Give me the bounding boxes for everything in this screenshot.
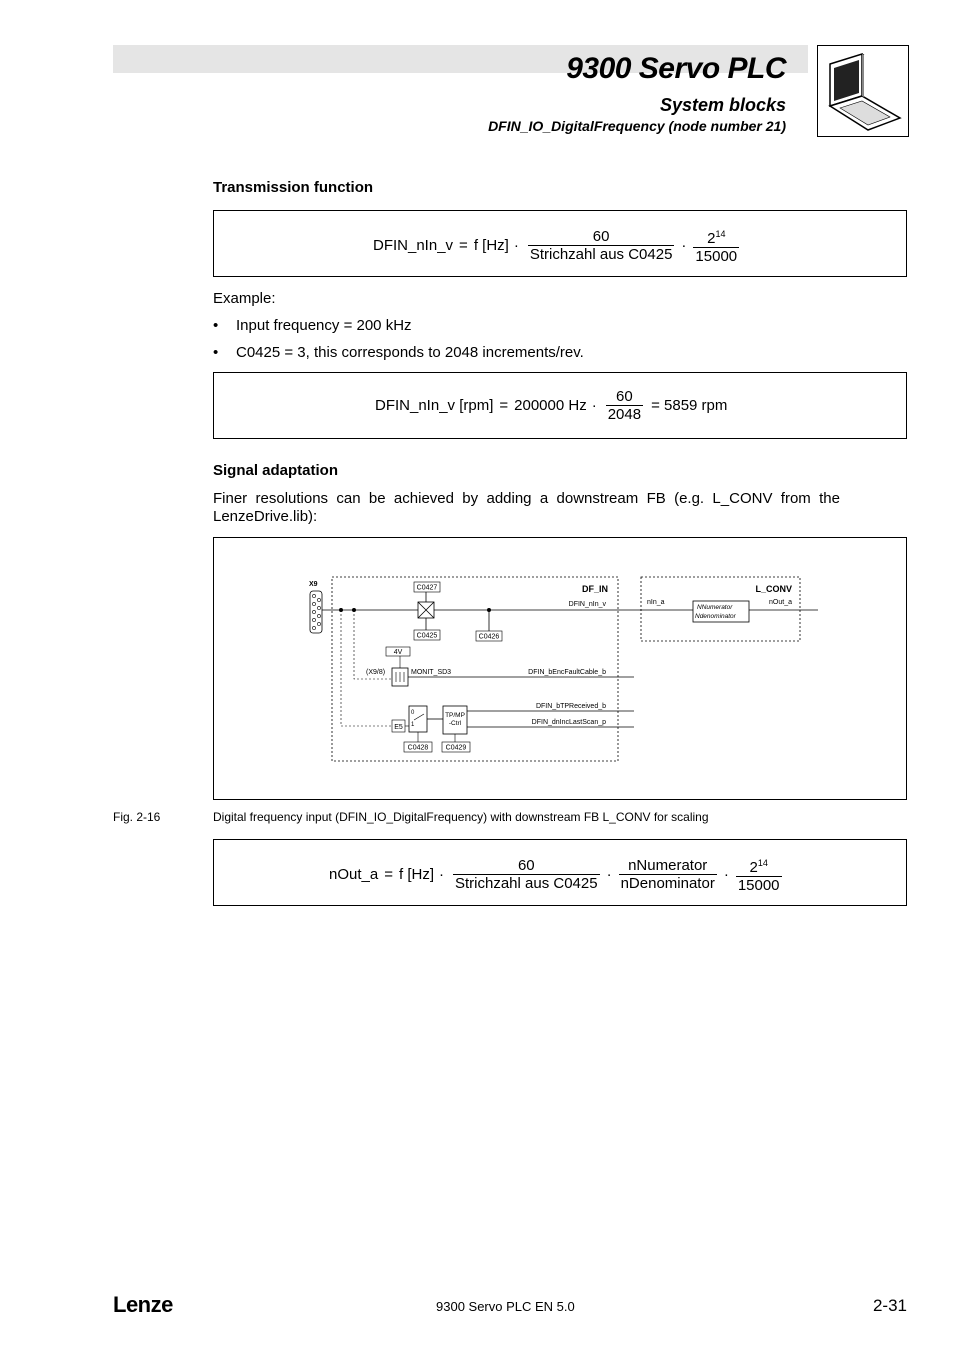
output-fault-label: DFIN_bEncFaultCable_b — [528, 669, 606, 676]
tpmp-label-2: -Ctrl — [448, 720, 462, 727]
formula-1-fraction-1 — [528, 228, 675, 263]
x9-label: X9 — [309, 581, 318, 588]
figure-caption: Digital frequency input (DFIN_IO_DigitalFrequency) with downstream FB L_CONV for scaling — [213, 810, 709, 824]
formula-1-dot: · — [513, 237, 519, 254]
formula-1-eq: = — [459, 237, 468, 254]
laptop-icon — [817, 45, 909, 137]
formula-3-fraction-1 — [453, 857, 600, 892]
switch-one-label: 1 — [411, 722, 415, 728]
formula-3-dot-3: · — [723, 866, 729, 883]
formula-2-fraction — [606, 388, 643, 423]
formula-3-lhs: nOut_a — [329, 866, 379, 883]
power-base: 2 — [707, 230, 716, 247]
output-tp-label: DFIN_bTPReceived_b — [535, 703, 606, 710]
formula-box-2 — [213, 372, 907, 439]
lconv-denominator-label: Ndenominator — [695, 613, 736, 620]
fraction-numerator: 60 — [517, 857, 535, 874]
fraction-denominator: nDenominator — [620, 875, 715, 892]
fraction-numerator — [747, 855, 769, 876]
fraction-numerator: 60 — [616, 388, 633, 405]
c0427-label: C0427 — [416, 584, 438, 592]
formula-1 — [373, 226, 743, 265]
formula-3 — [329, 855, 786, 894]
formula-2-result: = 5859 rpm — [651, 397, 728, 414]
subsection-title: DFIN_IO_DigitalFrequency (node number 21) — [488, 118, 786, 134]
footer-document: 9300 Servo PLC EN 5.0 — [436, 1299, 575, 1314]
power-base: 2 — [749, 859, 758, 876]
formula-1-lhs: DFIN_nIn_v — [373, 237, 454, 254]
formula-2 — [375, 388, 727, 423]
figure-label: Fig. 2-16 — [113, 810, 161, 824]
lconv-output-label: nOut_a — [769, 599, 792, 606]
fraction-denominator: 15000 — [695, 248, 738, 265]
signal-paragraph-line-2: LenzeDrive.lib): — [213, 508, 318, 525]
formula-3-fraction-2 — [619, 857, 717, 892]
page-title: 9300 Servo PLC — [566, 52, 786, 85]
x9-connector-icon — [310, 591, 322, 633]
tpmp-label-1: TP/MP — [445, 712, 465, 719]
formula-3-dot: · — [439, 866, 444, 883]
lconv-input-label: nIn_a — [647, 599, 665, 606]
formula-1-fraction-2 — [693, 226, 739, 265]
power-exponent: 14 — [757, 858, 768, 868]
example-label: Example: — [213, 290, 276, 307]
dfin-title: DF_IN — [581, 584, 608, 594]
section-title: System blocks — [659, 95, 786, 115]
formula-2-term: 200000 Hz — [514, 397, 587, 414]
lenze-logo: Lenze — [113, 1292, 173, 1317]
x9-8-label: (X9/8) — [366, 669, 386, 676]
fraction-denominator: Strichzahl aus C0425 — [529, 246, 673, 263]
signal-heading: Signal adaptation — [213, 462, 339, 479]
c0428-label: C0428 — [407, 744, 429, 752]
list-item: • C0425 = 3, this corresponds to 2048 increments/rev. — [213, 344, 584, 361]
list-item: • Input frequency = 200 kHz — [213, 317, 412, 334]
e5-label: E5 — [394, 724, 403, 731]
fraction-denominator: Strichzahl aus C0425 — [455, 875, 598, 892]
lconv-title: L_CONV — [755, 584, 792, 594]
formula-3-dot-2: · — [606, 866, 612, 883]
block-diagram-frame — [213, 537, 907, 800]
signal-paragraph-line-1: Finer resolutions can be achieved by adding a downstream FB (e.g. L_CONV from the — [213, 490, 840, 507]
four-v-label: 4V — [393, 649, 403, 656]
formula-3-eq: = — [384, 866, 393, 883]
output-scan-label: DFIN_dnIncLastScan_p — [531, 719, 606, 726]
lconv-numerator-label: NNumerator — [697, 604, 733, 611]
block-diagram — [214, 538, 905, 798]
page-number: 2-31 — [872, 1296, 907, 1315]
monit-label: MONIT_SD3 — [411, 669, 452, 676]
bullet-text: Input frequency = 200 kHz — [236, 317, 412, 334]
fraction-denominator: 2048 — [607, 406, 642, 423]
formula-3-fraction-3 — [736, 855, 782, 894]
switch-zero-label: 0 — [411, 710, 415, 716]
c0425-label: C0425 — [416, 632, 438, 640]
formula-box-1 — [213, 210, 907, 277]
output-nin-label: DFIN_nIn_v — [568, 601, 606, 608]
power-exponent: 14 — [715, 229, 726, 239]
formula-1-dot-2: · — [681, 237, 687, 254]
formula-2-lhs: DFIN_nIn_v [rpm] — [375, 397, 494, 414]
c0429-label: C0429 — [445, 744, 467, 752]
transmission-heading: Transmission function — [213, 179, 374, 196]
fraction-numerator: nNumerator — [628, 857, 708, 874]
fraction-denominator: 15000 — [737, 877, 780, 894]
c0426-label: C0426 — [478, 633, 500, 641]
formula-3-term: f [Hz] — [398, 866, 434, 883]
formula-2-dot: · — [591, 397, 597, 414]
fraction-numerator — [705, 226, 727, 247]
formula-1-term: f [Hz] — [473, 237, 509, 254]
formula-2-eq: = — [499, 397, 509, 414]
bullet-text: C0425 = 3, this corresponds to 2048 increments/rev. — [236, 344, 584, 361]
fraction-numerator: 60 — [592, 228, 610, 245]
formula-box-3 — [213, 839, 907, 906]
